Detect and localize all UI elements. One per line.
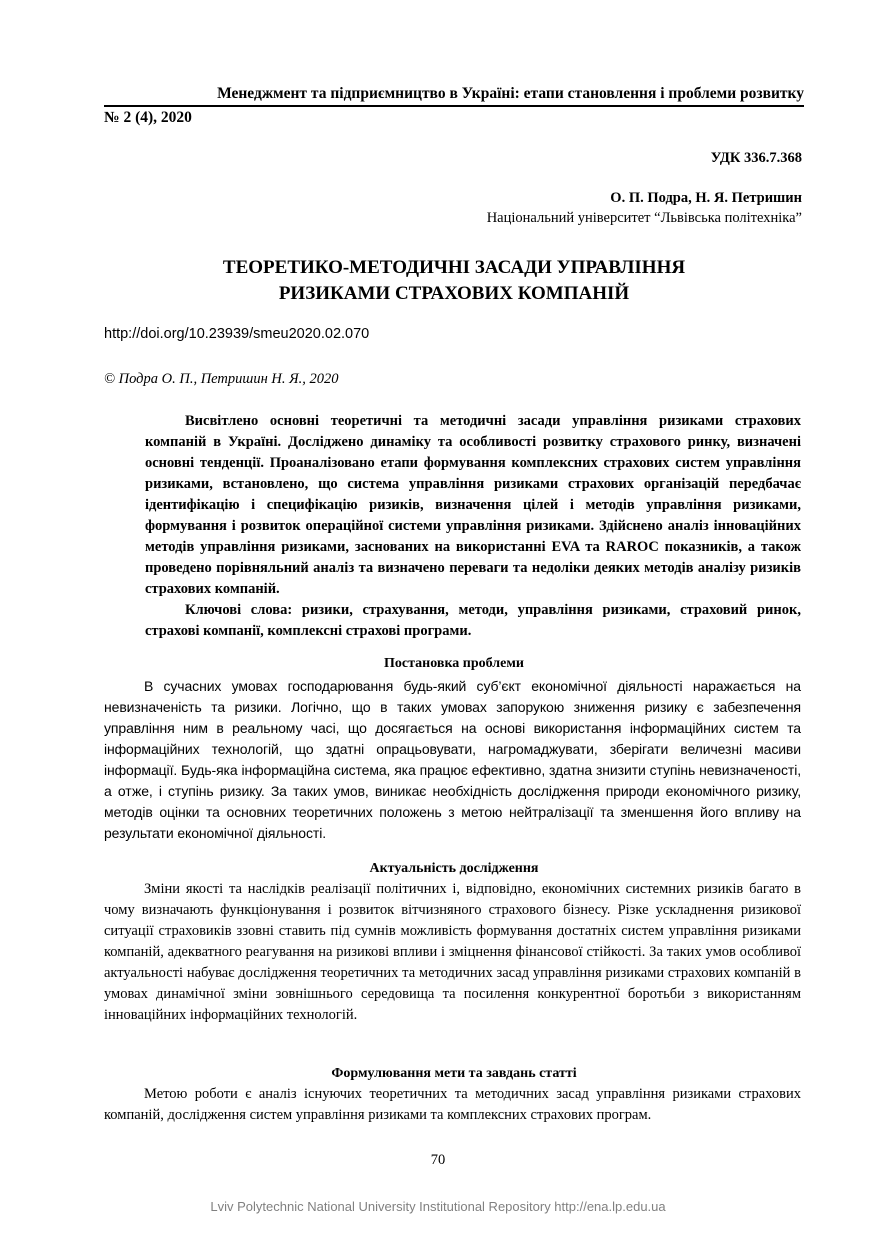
copyright: © Подра О. П., Петришин Н. Я., 2020 [104, 371, 339, 387]
section-text-problem: В сучасних умовах господарювання будь-який суб’єкт економічної діяльності наражається на невизначеність та ризики. Логічно, що в таких умовах запорукою зниження ризику є забезпечення управління ним в реальному часі, що досягається на основі використання інформаційних систем та інформаційних технологій, що здатні опрацьовувати, нагромаджувати, зберігати величезні масиви інформації. Будь-яка інформаційна система, яка працює ефективно, здатна знизити ступінь невизначеності, а отже, і ступінь ризику. За таких умов, виникає необхідність дослідження природи економічного ризику, методів оцінки та основних теоретичних положень з метою нейтралізації та зменшення його впливу на результати економічної діяльності. [104, 678, 801, 841]
keywords: Ключові слова: ризики, страхування, методи, управління ризиками, страховий ринок, страхові компанії, комплексні страхові програми. [145, 602, 801, 639]
doi-link[interactable]: http://doi.org/10.23939/smeu2020.02.070 [104, 326, 370, 342]
section-heading-goals: Формулювання мети та завдань статті [331, 1066, 577, 1081]
section-heading-relevance: Актуальність дослідження [369, 861, 539, 876]
authors: О. П. Подра, Н. Я. Петришин [610, 190, 802, 206]
udk-code: УДК 336.7.368 [710, 150, 802, 166]
section-text-relevance: Зміни якості та наслідків реалізації політичних і, відповідно, економічних системних ризиків багато в чому визначають функціонування і розвиток вітчизняного страхового бізнесу. Різке ускладнення ризикової ситуації страховиків ззовні ставить під сумнів можливість формування достатніх систем управління ризиками компаній, адекватного реагування на ризикові впливи і зміцнення фінансової стійкості. За таких умов особливої актуальності набуває дослідження теоретичних та методичних засад управління ризиками страхових компаній в умовах динамічної зміни зовнішнього середовища та посилення конкурентної боротьби з використанням інноваційних інформаційних технологій. [104, 881, 801, 1023]
section-text-goals: Метою роботи є аналіз існуючих теоретичних та методичних засад управління ризиками страхових компаній, дослідження систем управління ризиками та комплексних страхових програм. [104, 1086, 801, 1123]
issue-number: № 2 (4), 2020 [104, 109, 192, 126]
journal-title: Менеджмент та підприємництво в Україні: етапи становлення і проблеми розвитку [104, 85, 804, 107]
article-title [104, 255, 804, 307]
page-number: 70 [430, 1152, 446, 1168]
abstract-text: Висвітлено основні теоретичні та методичні засади управління ризиками страхових компаній в Україні. Досліджено динаміку та особливості розвитку страхового ринку, визначені основні тенденції. Проаналізовано етапи формування комплексних страхових систем управління ризиками, встановлено, що система управління ризиками страхових організацій передбачає ідентифікацію і специфікацію ризиків, визначення цілей і методів управління ризиками, формування і розвиток операційної системи управління ризиками. Здійснено аналіз інноваційних методів управління ризиками, заснованих на використанні EVA та RAROC показників, а також проведено порівняльний аналіз та визначено переваги та недоліки деяких методів аналізу ризиків страхових компаній. [145, 413, 801, 597]
article-title-line-1: ТЕОРЕТИКО-МЕТОДИЧНІ ЗАСАДИ УПРАВЛІННЯ [222, 257, 686, 278]
article-title-line-2: РИЗИКАМИ СТРАХОВИХ КОМПАНІЙ [278, 283, 630, 304]
abstract [145, 411, 801, 642]
section-heading-problem: Постановка проблеми [384, 656, 524, 671]
affiliation: Національний університет “Львівська політехніка” [486, 210, 802, 226]
repository-footer: Lviv Polytechnic National University Institutional Repository http://ena.lp.edu.ua [210, 1199, 666, 1214]
